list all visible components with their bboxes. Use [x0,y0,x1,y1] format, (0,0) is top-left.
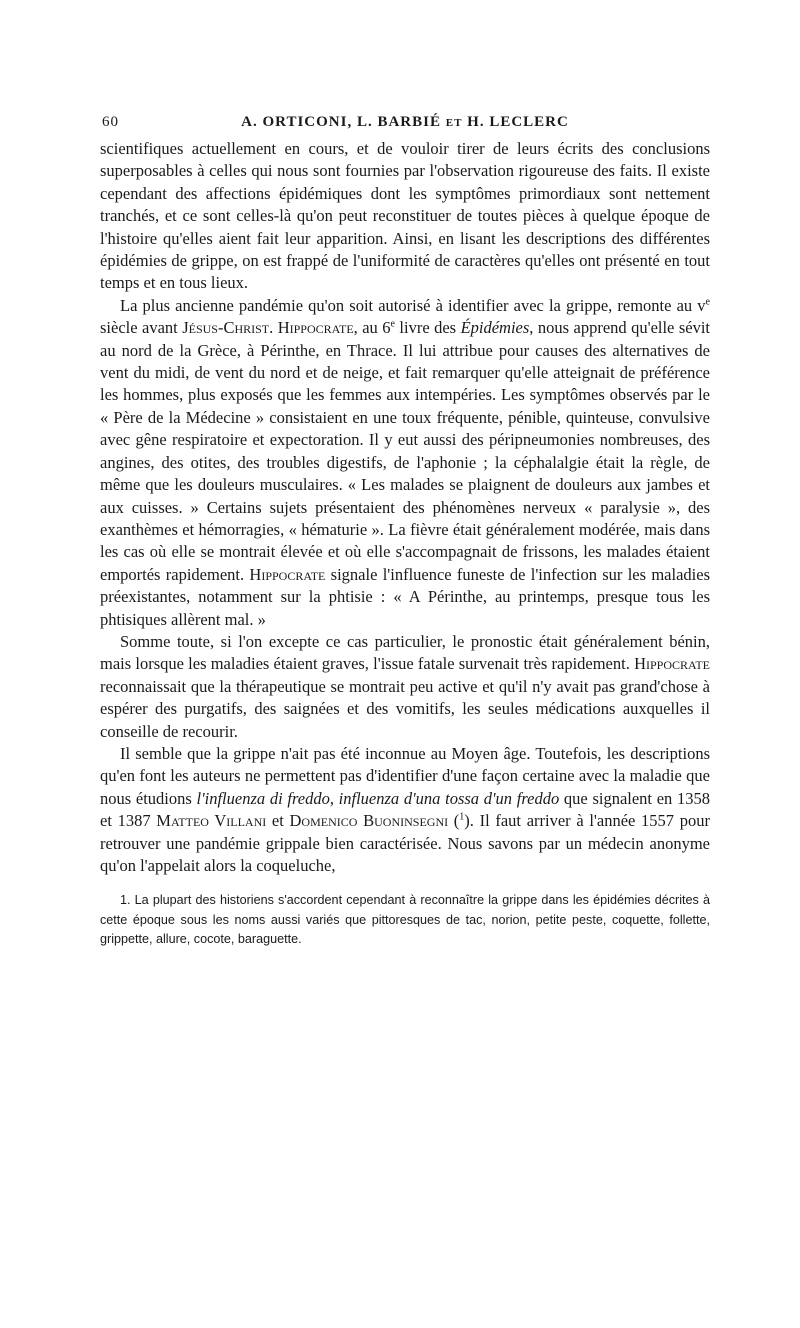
small-caps-name: Hippocrate [277,318,354,338]
footnote-marker: 1 [459,811,465,823]
paragraph-1: scientifiques actuellement en cours, et de vouloir tirer de leurs écrits des conclusions superposables à celles qui nous sont fournies par l'observation rigoureuse des faits. Il existe cependant des affections épidémiques dont les symptômes primordiaux sont nettement tranchés, et ce sont celles-là qu'on peut reconstituer de toutes pièces à quelque époque de l'histoire qu'elles aient fait leur apparition. Ainsi, en lisant les descriptions des différentes épidémies de grippe, on est frappé de l'uniformité de caractères qu'elles ont présenté en tout temps et en tous lieux. [100,139,710,293]
text-run: , nous apprend qu'elle sévit au nord de la Grèce, à Périnthe, en Thrace. Il lui attribue pour causes des alternatives de vent du midi, de vent du nord et de neige, et fait remarquer qu'elle atteignait de préférence les hommes, plus exposés que les femmes aux intempéries. Les symptômes observés par le « Père de la Médecine » consistaient en une toux fréquente, pénible, quinteuse, convulsive avec gêne respiratoire et expectoration. Il y eut aussi des péripneumonies nombreuses, des angines, des otites, des troubles digestifs, de l'aphonie ; la céphalalgie était la règle, de même que les douleurs musculaires. « Les malades se plaignent de douleurs aux jambes et aux cuisses. » Certains sujets présentaient des phénomènes nerveux « paralysie », des exanthèmes et hémorragies, « hématurie ». La fièvre était généralement modérée, mais dans les cas où elle se montrait élevée et où elle s'accompagnait de frissons, les malades étaient emportés rapidement. [100,318,710,584]
text-run: . [269,318,278,338]
footnote-text: 1. La plupart des historiens s'accordent cependant à reconnaître la grippe dans les épidémies décrites à cette époque sous les noms aussi variés que pittoresques de tac, norion, petite peste, coquette, follette, grippette, allure, cocote, baraguette. [100,893,710,947]
text-run: siècle avant [100,318,183,338]
text-run: que signalent en 1358 et 1387 [100,788,710,831]
footnote [100,891,710,950]
text-run: ( [448,811,460,831]
small-caps-name: Hippocrate [634,654,710,674]
small-caps-name: Hippocrate [249,564,326,584]
italic-title: Épidémies [460,318,530,338]
book-page [100,110,710,950]
text-run: , [329,788,339,808]
paragraph-3 [100,631,710,743]
body-text [100,138,710,877]
text-run: signale l'influence funeste de l'infection sur les maladies préexistantes, notamment sur la phtisie : « A Périnthe, au printemps, presque tous les phtisiques allèrent mal. » [100,564,710,629]
page-header [100,110,710,138]
superscript: e [390,318,395,330]
text-run: reconnaissait que la thérapeutique se montrait peu active et qu'il n'y avait pas grand'chose à espérer des purgatifs, des saignées et des vomitifs, les seules médications auxquelles il conseille de recourir. [100,676,710,741]
small-caps-name: Matteo Villani [156,811,267,831]
text-run: La plus ancienne pandémie qu'on soit autorisé à identifier avec la grippe, remonte au v [120,295,706,315]
italic-term: influenza d'una tossa d'un freddo [338,788,560,808]
page-number: 60 [102,114,119,130]
italic-term: l'influenza di freddo [196,788,330,808]
text-run: Somme toute, si l'on excepte ce cas particulier, le pronostic était généralement bénin, mais lorsque les maladies étaient graves, l'issue fatale survenait très rapidement. [100,631,710,674]
running-title: A. ORTICONI, L. BARBIÉ et H. LECLERC [241,114,569,130]
superscript: e [705,296,710,308]
text-run: et [266,811,290,831]
text-run: ). Il faut arriver à l'année 1557 pour retrouver une pandémie grippale bien caractérisée. Nous savons par un médecin anonyme qu'on l'appelait alors la coqueluche, [100,811,710,875]
paragraph-4 [100,743,710,877]
text-run: , au 6 [353,318,391,338]
small-caps-name: Domenico Buoninsegni [289,811,449,831]
text-run: Il semble que la grippe n'ait pas été inconnue au Moyen âge. Toutefois, les descriptions qu'en font les auteurs ne permettent pas d'identifier d'une façon certaine avec la maladie que nous étudions [100,743,710,808]
small-caps-name: Jésus-Christ [182,318,270,338]
paragraph-2 [100,295,710,631]
text-run: livre des [394,318,461,338]
